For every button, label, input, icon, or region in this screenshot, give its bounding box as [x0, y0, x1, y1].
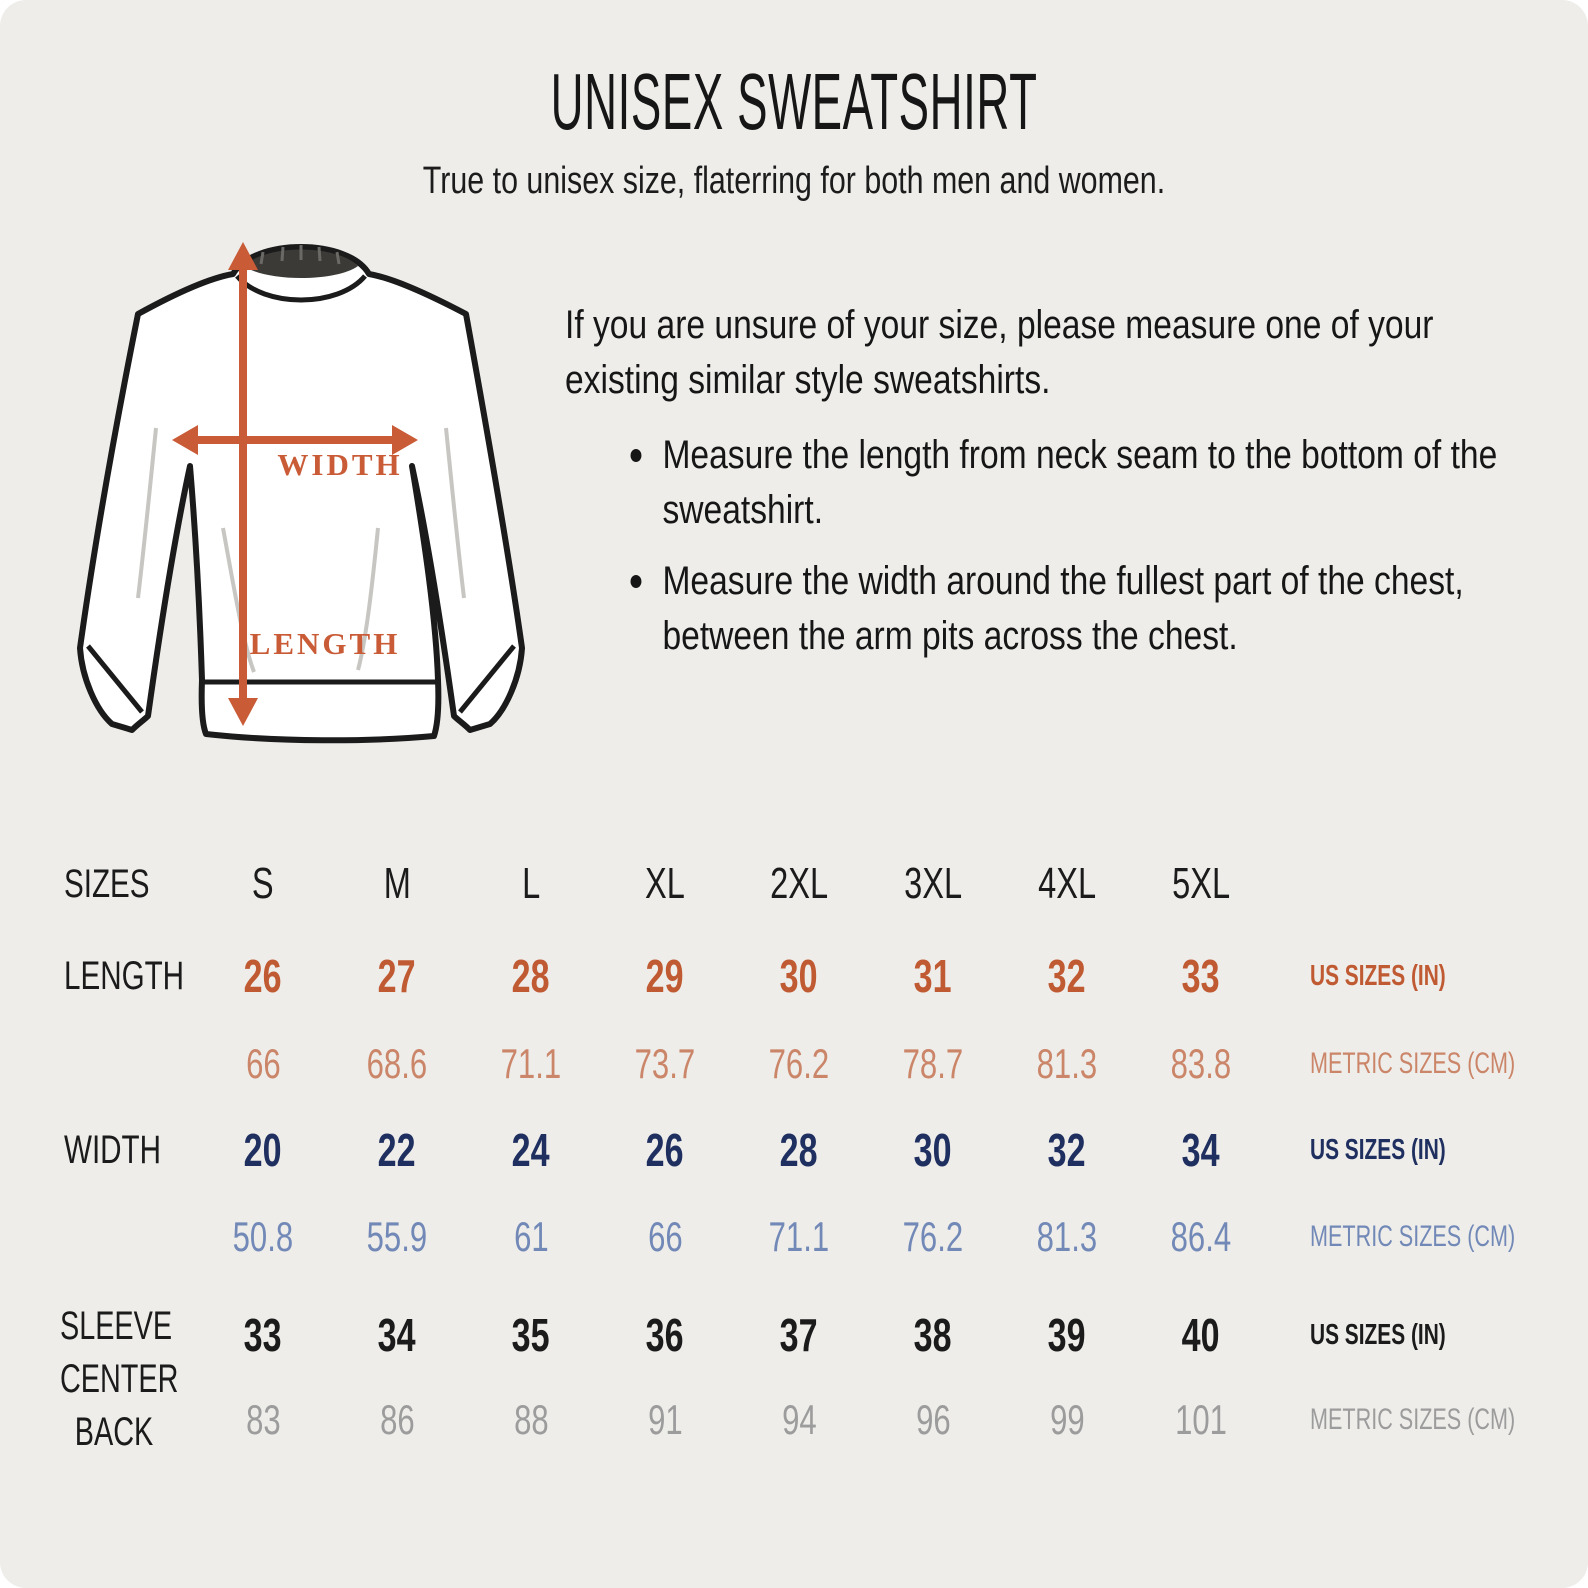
unit-label-metric: METRIC SIZES (CM): [1310, 1220, 1516, 1253]
width-metric-value: 61: [513, 1213, 549, 1260]
length-us-value: 29: [646, 950, 684, 1002]
size-column-header: 4XL: [1038, 859, 1096, 908]
length-metric-row: [56, 1022, 1546, 1106]
empty-cell: [56, 1194, 196, 1280]
sweatshirt-illustration: [38, 228, 563, 773]
length-metric-value: 76.2: [768, 1040, 830, 1087]
unit-label-metric: METRIC SIZES (CM): [1310, 1047, 1516, 1080]
width-metric-value: 66: [647, 1213, 683, 1260]
sleeve-metric-value: 99: [1049, 1396, 1085, 1443]
sleeve-us-value: 37: [780, 1309, 818, 1361]
row-label-width: WIDTH: [64, 1127, 161, 1172]
length-metric-value: 81.3: [1036, 1040, 1098, 1087]
sleeve-us-value: 33: [244, 1309, 282, 1361]
width-us-value: 34: [1182, 1124, 1220, 1176]
sleeve-metric-value: 88: [513, 1396, 549, 1443]
unit-label-us: US SIZES (IN): [1310, 1318, 1446, 1351]
width-arrow-label: WIDTH: [277, 447, 403, 482]
sleeve-metric-value: 91: [647, 1396, 683, 1443]
size-column-header: 2XL: [770, 859, 828, 908]
width-metric-value: 50.8: [232, 1213, 294, 1260]
sleeve-metric-value: 83: [245, 1396, 281, 1443]
length-metric-value: 78.7: [902, 1040, 964, 1087]
width-metric-value: 86.4: [1170, 1213, 1232, 1260]
width-us-value: 22: [378, 1124, 416, 1176]
unit-label-us: US SIZES (IN): [1310, 1133, 1446, 1166]
table-header-row: [56, 838, 1546, 930]
sleeve-us-value: 40: [1182, 1309, 1220, 1361]
length-metric-value: 73.7: [634, 1040, 696, 1087]
width-metric-value: 71.1: [768, 1213, 830, 1260]
size-column-header: 3XL: [904, 859, 962, 908]
length-metric-value: 83.8: [1170, 1040, 1232, 1087]
unit-label-metric: METRIC SIZES (CM): [1310, 1403, 1516, 1436]
sleeve-metric-value: 101: [1175, 1396, 1227, 1443]
length-metric-value: 71.1: [500, 1040, 562, 1087]
width-us-value: 30: [914, 1124, 952, 1176]
length-us-value: 27: [378, 950, 416, 1002]
sleeve-metric-value: 96: [915, 1396, 951, 1443]
sleeve-metric-value: 94: [781, 1396, 817, 1443]
length-metric-value: 66: [245, 1040, 281, 1087]
list-item: Measure the length from neck seam to the bottom of the sweatshirt.: [631, 428, 1557, 538]
sleeve-us-value: 39: [1048, 1309, 1086, 1361]
size-column-header: XL: [645, 859, 685, 908]
length-metric-value: 68.6: [366, 1040, 428, 1087]
sleeve-us-row: [56, 1280, 1546, 1390]
page-title: UNISEX SWEATSHIRT: [550, 57, 1038, 146]
width-metric-value: 55.9: [366, 1213, 428, 1260]
length-us-value: 26: [244, 950, 282, 1002]
length-us-value: 28: [512, 950, 550, 1002]
sizes-header-label: SIZES: [64, 861, 150, 906]
sleeve-metric-row: [56, 1390, 1546, 1450]
list-item: Measure the width around the fullest part of the chest, between the arm pits across the chest.: [631, 554, 1557, 664]
size-chart-table: [56, 838, 1546, 1454]
length-us-value: 32: [1048, 950, 1086, 1002]
width-metric-row: [56, 1194, 1546, 1280]
sleeve-us-value: 38: [914, 1309, 952, 1361]
sweatshirt-body-outline: [80, 247, 522, 740]
width-us-value: 20: [244, 1124, 282, 1176]
size-column-header: L: [521, 859, 541, 908]
width-us-value: 28: [780, 1124, 818, 1176]
instructions-list: [565, 428, 1556, 664]
page-subtitle: True to unisex size, flaterring for both men and women.: [422, 160, 1166, 202]
row-label-sleeve-center-back: SLEEVE CENTER BACK: [60, 1304, 179, 1454]
width-us-value: 26: [646, 1124, 684, 1176]
sweatshirt-diagram: [38, 228, 563, 773]
width-metric-value: 81.3: [1036, 1213, 1098, 1260]
width-us-value: 24: [512, 1124, 550, 1176]
length-arrow-label: LENGTH: [249, 626, 401, 661]
sleeve-us-value: 35: [512, 1309, 550, 1361]
sleeve-us-value: 36: [646, 1309, 684, 1361]
sleeve-metric-value: 86: [379, 1396, 415, 1443]
empty-cell: [56, 1022, 196, 1106]
size-column-header: S: [252, 859, 274, 908]
width-us-value: 32: [1048, 1124, 1086, 1176]
instructions-intro: If you are unsure of your size, please measure one of your existing similar style sweatshirts.: [565, 303, 1434, 402]
length-us-value: 33: [1182, 950, 1220, 1002]
size-column-header: 5XL: [1172, 859, 1230, 908]
sleeve-us-value: 34: [378, 1309, 416, 1361]
empty-cell: [1268, 838, 1546, 930]
size-column-header: M: [383, 859, 411, 908]
length-us-value: 30: [780, 950, 818, 1002]
unit-label-us: US SIZES (IN): [1310, 959, 1446, 992]
measuring-instructions: [565, 298, 1565, 680]
row-label-length: LENGTH: [64, 953, 185, 998]
width-metric-value: 76.2: [902, 1213, 964, 1260]
length-us-value: 31: [914, 950, 952, 1002]
width-us-row: [56, 1106, 1546, 1194]
length-us-row: [56, 930, 1546, 1022]
